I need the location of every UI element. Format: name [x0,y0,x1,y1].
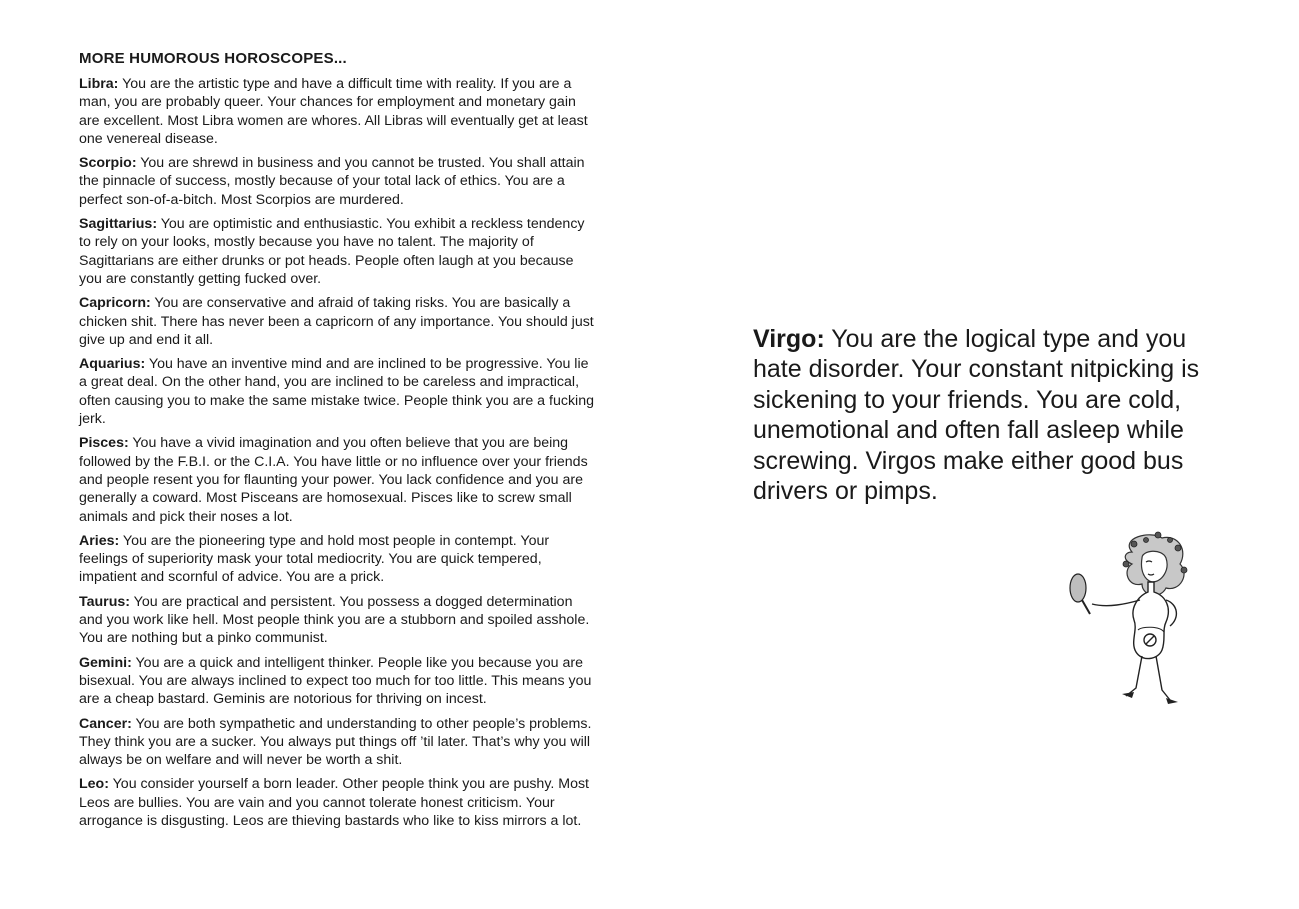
sign-label: Virgo: [753,325,825,353]
entry-text: You are shrewd in business and you cannot be trusted. You shall attain the pinnacle of success, mostly because of your total lack of ethics. You are a perfect son-of-a-bitch. Most Scorpios are murdered. [79,155,585,208]
entry-text: You are optimistic and enthusiastic. You exhibit a reckless tendency to rely on your looks, mostly because you have no talent. The majority of Sagittarians are either drunks or pot heads. People often laugh at you because you are constantly getting fucked over. [79,216,585,287]
entry-pisces [79,434,599,525]
entry-sagittarius [79,215,599,288]
entry-text: You consider yourself a born leader. Other people think you are pushy. Most Leos are bullies. You are vain and you cannot tolerate honest criticism. Your arrogance is disgusting. Leos are thieving bastards who like to kiss mirrors a lot. [79,776,589,829]
entry-text: You have an inventive mind and are inclined to be progressive. You lie a great deal. On the other hand, you are inclined to be careless and impractical, often causing you to make the same mistake twice. People think you are a fucking jerk. [79,356,594,428]
sign-label: Pisces: [79,435,129,452]
entry-aquarius [79,355,599,428]
sign-label: Cancer: [79,715,132,732]
hand-mirror [1070,574,1090,614]
sign-label: Gemini: [79,654,132,671]
sign-label: Taurus: [79,593,130,610]
body [1133,582,1168,659]
virgo-woman-illustration [1062,530,1192,712]
entry-text: You are the logical type and you hate disorder. Your constant nitpicking is sickening to your friends. You are cold, unemotional and often fall asleep while screwing. Virgos make either good bus drivers or pimps. [753,325,1200,506]
entry-text: You are practical and persistent. You possess a dogged determination and you work like hell. Most people think you are a stubborn and spoiled asshole. You are nothing but a pinko communist. [79,593,590,647]
sign-label: Libra: [79,76,119,92]
entry-capricorn [79,294,599,349]
entry-cancer [79,715,599,770]
page-heading: MORE HUMOROUS HOROSCOPES... [79,50,347,67]
right-page [753,324,1213,506]
entry-text: You are a quick and intelligent thinker. People like you because you are bisexual. You are always inclined to expect too much for too little. This means you are a cheap bastard. Geminis are notorious for thriving on incest. [79,654,592,708]
entry-text: You are the pioneering type and hold most people in contempt. Your feelings of superiority mask your total mediocrity. You are quick tempered, impatient and scornful of advice. You are a prick. [79,532,550,586]
entry-gemini [79,654,599,709]
entry-virgo [753,324,1213,506]
entry-leo [79,775,599,830]
entry-libra [79,75,599,148]
entry-text: You are the artistic type and have a difficult time with reality. If you are a man, you are probably queer. Your chances for employment and monetary gain are excellent. Most Libra women are whores. All Libras will eventually get at least one venereal disease. [79,76,588,147]
sign-label: Scorpio: [79,155,137,172]
entry-aries [79,532,599,587]
entry-text: You are both sympathetic and understanding to other people’s problems. They think you are a sucker. You always put things off ’til later. That’s why you will always be on welfare and will never be worth a shit. [79,715,592,769]
entry-text: You are conservative and afraid of taking risks. You are basically a chicken shit. There has never been a capricorn of any importance. You should just give up and end it all. [79,295,594,348]
sign-label: Sagittarius: [79,216,158,233]
shoes [1122,692,1178,704]
left-page [79,49,599,836]
entry-text: You have a vivid imagination and you often believe that you are being followed by the F.B.I. or the C.I.A. You have little or no influence over your friends and people resent you for flaunting your power. You lack confidence and you are generally a coward. Most Pisceans are homosexual. Pisces like to screw small animals and pick their noses a lot. [79,435,588,525]
sign-label: Leo: [79,776,109,793]
sign-label: Aries: [79,532,120,549]
sign-label: Aquarius: [79,356,146,373]
entry-scorpio [79,154,599,209]
entry-taurus [79,593,599,648]
sign-label: Capricorn: [79,295,151,312]
